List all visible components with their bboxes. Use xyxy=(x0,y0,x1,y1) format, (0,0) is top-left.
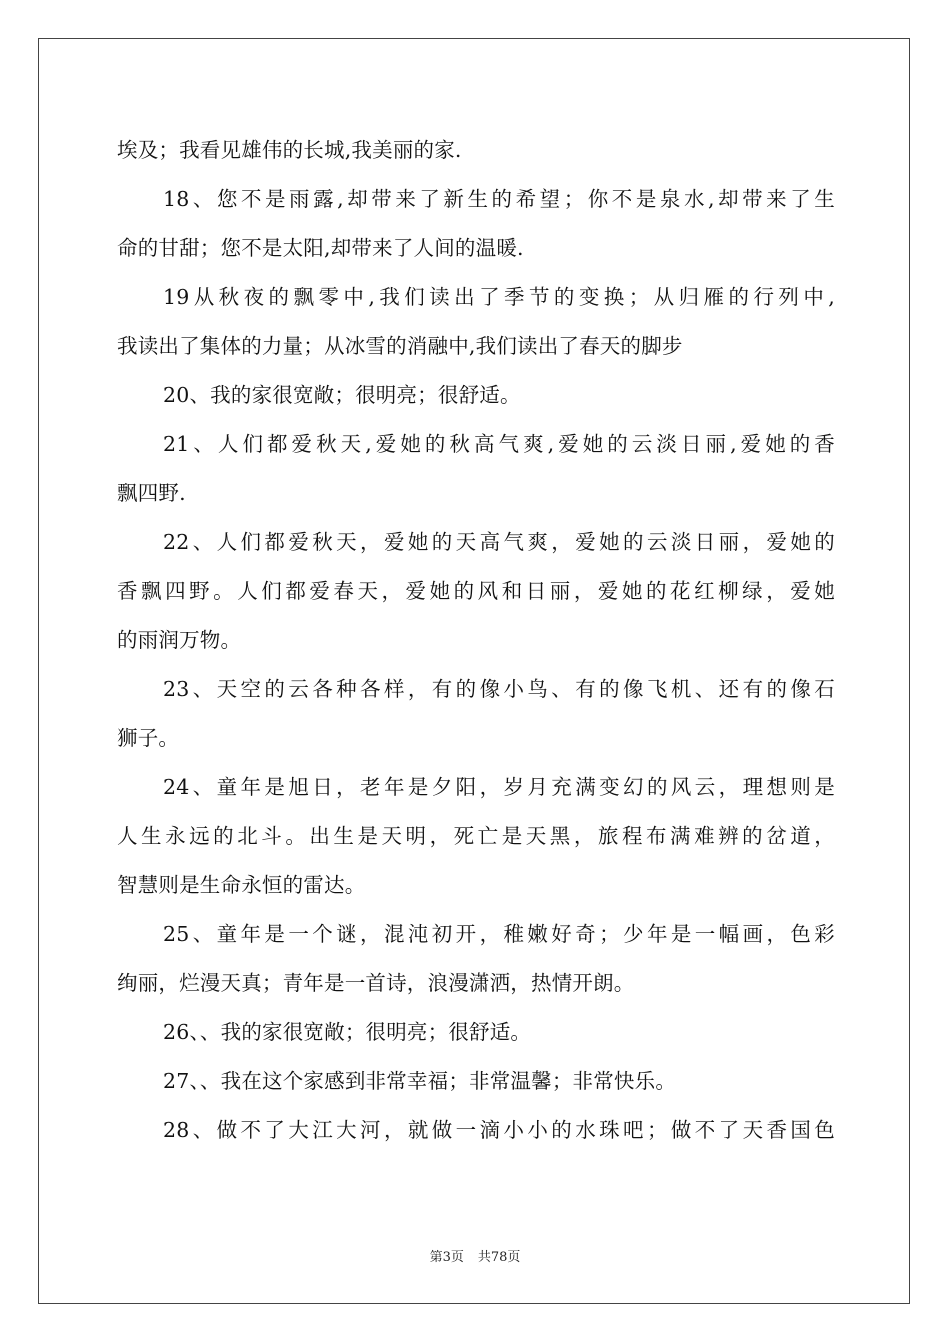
text-line: 人生永远的北斗。出生是天明，死亡是天黑，旅程布满难辨的岔道， xyxy=(117,824,835,848)
text-line: 我读出了集体的力量；从冰雪的消融中,我们读出了春天的脚步 xyxy=(117,334,683,358)
text-line: 25、童年是一个谜，混沌初开，稚嫩好奇；少年是一幅画，色彩 xyxy=(163,922,835,946)
text-line: 21、人们都爱秋天,爱她的秋高气爽,爱她的云淡日丽,爱她的香 xyxy=(163,432,835,456)
text-line: 狮子。 xyxy=(117,726,180,750)
text-line: 27、、我在这个家感到非常幸福；非常温馨；非常快乐。 xyxy=(163,1069,677,1093)
text-line: 18、您不是雨露,却带来了新生的希望；你不是泉水,却带来了生 xyxy=(163,187,835,211)
text-line: 香飘四野。人们都爱春天，爱她的风和日丽，爱她的花红柳绿，爱她 xyxy=(117,579,835,603)
page-number: 第3页 xyxy=(429,1250,464,1265)
page-footer xyxy=(0,1246,950,1265)
document-body xyxy=(117,126,835,1155)
text-line: 命的甘甜；您不是太阳,却带来了人间的温暖. xyxy=(117,236,524,260)
text-line: 埃及；我看见雄伟的长城,我美丽的家. xyxy=(117,138,462,162)
text-line: 飘四野. xyxy=(117,481,186,505)
text-line: 绚丽，烂漫天真；青年是一首诗，浪漫潇洒，热情开朗。 xyxy=(117,971,635,995)
text-line: 26、、我的家很宽敞；很明亮；很舒适。 xyxy=(163,1020,532,1044)
text-line: 28、做不了大江大河，就做一滴小小的水珠吧；做不了天香国色 xyxy=(163,1118,835,1142)
page-total: 共78页 xyxy=(477,1250,521,1265)
text-line: 20、我的家很宽敞；很明亮；很舒适。 xyxy=(163,383,521,407)
text-line: 23、天空的云各种各样，有的像小鸟、有的像飞机、还有的像石 xyxy=(163,677,835,701)
text-line: 24、童年是旭日，老年是夕阳，岁月充满变幻的风云，理想则是 xyxy=(163,775,835,799)
text-line: 22、人们都爱秋天，爱她的天高气爽，爱她的云淡日丽，爱她的 xyxy=(163,530,835,554)
text-line: 19从秋夜的飘零中,我们读出了季节的变换；从归雁的行列中, xyxy=(163,285,835,309)
text-line: 智慧则是生命永恒的雷达。 xyxy=(117,873,366,897)
text-line: 的雨润万物。 xyxy=(117,628,242,652)
